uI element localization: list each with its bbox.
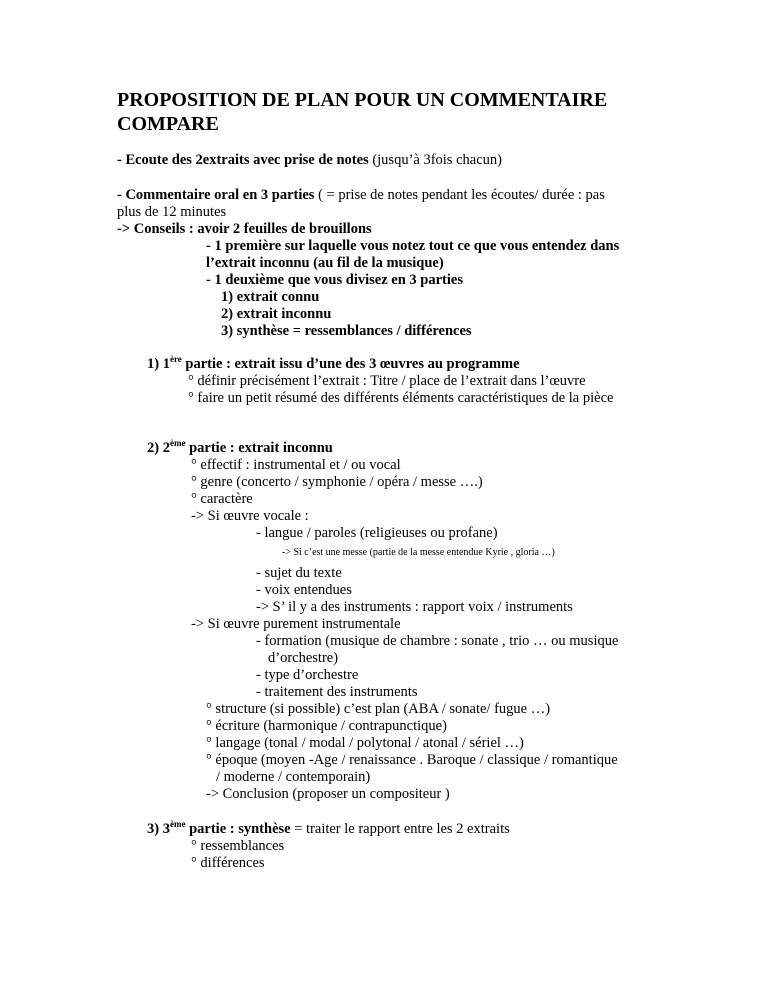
- part2-item: ° effectif : instrumental et / ou vocal: [191, 457, 401, 473]
- part2-item: / moderne / contemporain): [216, 769, 371, 785]
- step1-normal: (jusqu’à 3fois chacun): [368, 152, 502, 168]
- step2-line2: plus de 12 minutes: [117, 204, 227, 220]
- part2-item: - type d’orchestre: [256, 667, 359, 683]
- part3-sup: ème: [169, 819, 186, 829]
- part2-item: - sujet du texte: [256, 565, 342, 581]
- step2-line1: [117, 187, 605, 204]
- part2-item: ° écriture (harmonique / contrapunctique): [206, 718, 447, 734]
- conseils-heading: -> Conseils : avoir 2 feuilles de brouillons: [117, 221, 372, 237]
- part2-item: d’orchestre): [268, 650, 339, 666]
- part1-sup: ère: [169, 354, 182, 364]
- part1-item: ° définir précisément l’extrait : Titre / place de l’extrait dans l’œuvre: [188, 373, 586, 389]
- step1-line: [117, 152, 502, 169]
- part1-title: partie : extrait issu d’une des 3 œuvres au programme: [181, 356, 520, 372]
- part2-item: -> S’ il y a des instruments : rapport voix / instruments: [256, 599, 573, 615]
- part2-item: - voix entendues: [256, 582, 352, 598]
- part3-number: 3) 3: [147, 821, 170, 837]
- part2-item: -> Si œuvre vocale :: [191, 508, 309, 524]
- part2-item: - traitement des instruments: [256, 684, 418, 700]
- conseils-line-5: 2) extrait inconnu: [221, 306, 332, 322]
- part2-item: ° caractère: [191, 491, 253, 507]
- step2-normal1: ( = prise de notes pendant les écoutes/ durée : pas: [314, 187, 605, 203]
- part2-item: ° langage (tonal / modal / polytonal / atonal / sériel …): [206, 735, 524, 751]
- part2-item-small: -> Si c’est une messe (partie de la messe entendue Kyrie , gloria …): [282, 547, 555, 558]
- part2-item: -> Si œuvre purement instrumentale: [191, 616, 401, 632]
- part2-item: ° époque (moyen -Age / renaissance . Baroque / classique / romantique: [206, 752, 618, 768]
- page-title: PROPOSITION DE PLAN POUR UN COMMENTAIRE COMPARE: [117, 89, 608, 135]
- part2-heading: [147, 440, 333, 457]
- step1-bold: - Ecoute des 2extraits avec prise de notes: [117, 152, 369, 168]
- conseils-line-2: l’extrait inconnu (au fil de la musique): [206, 255, 444, 271]
- part3-heading: [147, 821, 510, 838]
- part2-item: -> Conclusion (proposer un compositeur ): [206, 786, 450, 802]
- part2-item: - langue / paroles (religieuses ou profane): [256, 525, 498, 541]
- part1-heading: [147, 356, 520, 373]
- part1-number: 1) 1: [147, 356, 170, 372]
- conseils-line-6: 3) synthèse = ressemblances / différences: [221, 323, 472, 339]
- part2-item: ° genre (concerto / symphonie / opéra / messe ….): [191, 474, 483, 490]
- step2-bold: - Commentaire oral en 3 parties: [117, 187, 315, 203]
- conseils-line-4: 1) extrait connu: [221, 289, 320, 305]
- part2-item: ° structure (si possible) c’est plan (ABA / sonate/ fugue …): [206, 701, 551, 717]
- part3-rest: = traiter le rapport entre les 2 extraits: [290, 821, 510, 837]
- part1-item: ° faire un petit résumé des différents éléments caractéristiques de la pièce: [188, 390, 614, 406]
- conseils-line-1: - 1 première sur laquelle vous notez tout ce que vous entendez dans: [206, 238, 620, 254]
- conseils-line-3: - 1 deuxième que vous divisez en 3 parties: [206, 272, 463, 288]
- part2-item: - formation (musique de chambre : sonate , trio … ou musique: [256, 633, 619, 649]
- part3-item: ° ressemblances: [191, 838, 285, 854]
- part3-title: partie : synthèse: [185, 821, 291, 837]
- part3-item: ° différences: [191, 855, 265, 871]
- part2-sup: ème: [169, 438, 186, 448]
- part2-number: 2) 2: [147, 440, 170, 456]
- part2-title: partie : extrait inconnu: [185, 440, 333, 456]
